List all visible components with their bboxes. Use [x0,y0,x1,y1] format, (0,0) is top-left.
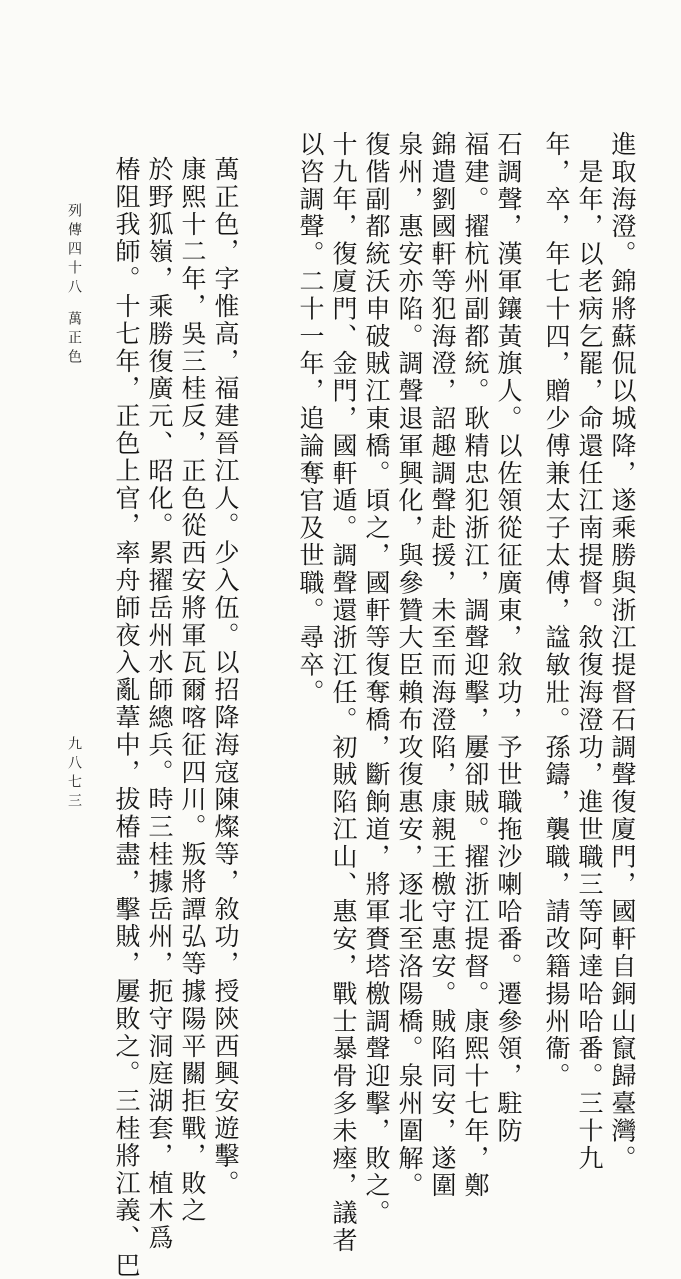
text-column-8: 復偕副都統沃申破賊江東橋。頃之，國軒等復奪橋，斷餉道，將軍賚塔檄調聲迎擊，敗之。 [362,131,391,1227]
text-column-9: 十九年，復廈門、金門，國軒遁。調聲還浙江任。初賊陷江山、惠安，戰士暴骨多未瘞，議者 [329,131,358,1255]
text-column-1: 進取海澄。錦將蘇侃以城降，遂乘勝與浙江提督石調聲復廈門，國軒自銅山竄歸臺灣。 [608,131,637,1173]
text-column-2: 是年，以老病乞罷，命還任江南提督。敘復海澄功，進世職三等阿達哈哈番。三十九 [575,131,604,1173]
text-column-10: 以咨調聲。二十一年，追論奪官及世職。尋卒。 [296,131,325,707]
footer-person-label: 萬正色 [66,311,82,368]
text-column-14: 椿阻我師。十七年，正色上官，率舟師夜入亂葦中，拔椿盡，擊賊，屢敗之。三桂將江義、巴 [112,156,141,1279]
text-column-12: 康熙十二年，吳三桂反，正色從西安將軍瓦爾喀征四川。叛將譚弘等據陽平關拒戰，敗之 [178,156,207,1225]
text-column-5: 福建。擢杭州副都統。耿精忠犯浙江，調聲迎擊，屢卻賊。擢浙江提督。康熙十七年，鄭 [461,131,490,1200]
page-number: 九八七三 [66,736,82,812]
text-column-7: 泉州，惠安亦陷。調聲退軍興化，與參贊大臣賴布攻復惠安，逐北至洛陽橋。泉州圍解。 [395,131,424,1200]
footer-chapter-label: 列傳四十八 [66,203,82,298]
text-column-13: 於野狐嶺，乘勝復廣元、昭化。累擢岳州水師總兵。時三桂據岳州，扼守洞庭湖套，植木爲 [145,156,174,1252]
text-column-6: 錦遣劉國軒等犯海澄，詔趣調聲赴援，未至而海澄陷，康親王檄守惠安。賊陷同安，遂圍 [428,131,457,1200]
text-column-11: 萬正色，字惟高，福建晉江人。少入伍。以招降海寇陳燦等，敘功，授陝西興安遊擊。 [211,156,240,1198]
text-column-4: 石調聲，漢軍鑲黃旗人。以佐領從征廣東，敘功，予世職拖沙喇哈番。遷參領，駐防 [494,131,523,1145]
text-column-3: 年，卒，年七十四，贈少傅兼太子太傅，諡敏壯。孫鑄，襲職，請改籍揚州衞。 [542,131,571,1090]
